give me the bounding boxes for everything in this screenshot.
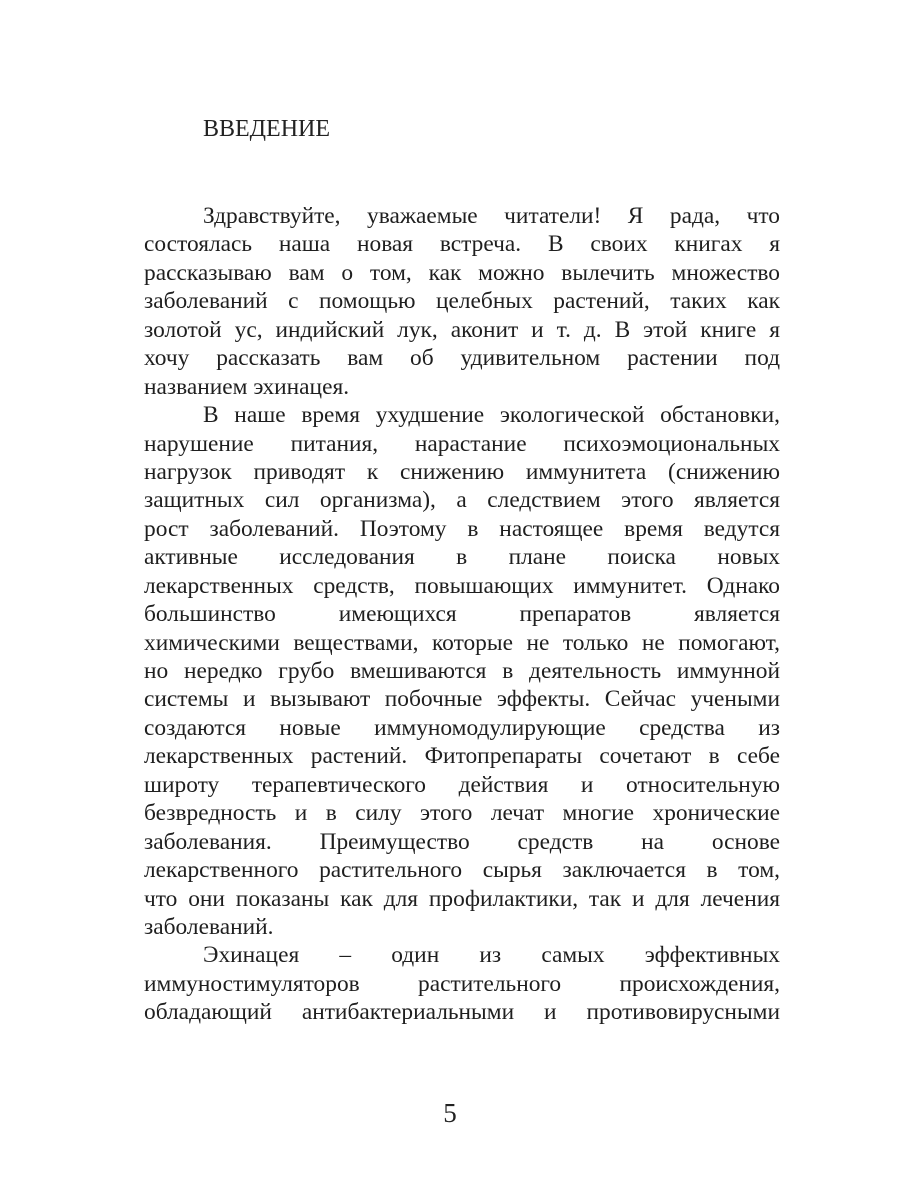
- text-line: заболеваний с помощью целебных растений, таких как: [144, 288, 780, 315]
- text-line: активные исследования в плане поиска новых: [144, 544, 780, 571]
- text-line: широту терапевтического действия и относительную: [144, 771, 780, 798]
- text-line: рассказываю вам о том, как можно вылечить множество: [144, 259, 780, 286]
- text-line: нарушение питания, нарастание психоэмоциональных: [144, 430, 780, 457]
- text-line: Здравствуйте, уважаемые читатели! Я рада, что: [203, 203, 780, 229]
- text-line: хочу рассказать вам об удивительном растении под: [144, 345, 780, 372]
- text-line: что они показаны как для профилактики, так и для лечения: [144, 885, 780, 912]
- text-line: безвредность и в силу этого лечат многие хронические: [144, 800, 780, 827]
- page-number: 5: [443, 1098, 457, 1128]
- text-line: лекарственных средств, повышающих иммунитет. Однако: [144, 572, 780, 599]
- text-line: химическими веществами, которые не только не помогают,: [144, 629, 780, 656]
- text-line: системы и вызывают побочные эффекты. Сейчас учеными: [144, 686, 780, 713]
- text-line: большинство имеющихся препаратов является: [144, 601, 780, 628]
- text-line: обладающий антибактериальными и противовирусными: [144, 999, 780, 1026]
- text-line: Эхинацея – один из самых эффективных: [203, 942, 780, 969]
- text-line: иммуностимуляторов растительного происхождения,: [144, 970, 780, 997]
- text-line: золотой ус, индийский лук, аконит и т. д. В этой книге я: [144, 316, 780, 343]
- text-line: нагрузок приводят к снижению иммунитета (снижению: [144, 458, 780, 485]
- text-line: рост заболеваний. Поэтому в настоящее время ведутся: [144, 515, 780, 542]
- text-line: заболевания. Преимущество средств на основе: [144, 828, 780, 855]
- text-line: лекарственного растительного сырья заключается в том,: [144, 857, 780, 884]
- text-line: названием эхинацея.: [144, 373, 350, 400]
- text-line: заболеваний.: [144, 913, 274, 940]
- body-text: [144, 202, 780, 1027]
- chapter-heading: ВВЕДЕНИЕ: [203, 116, 331, 142]
- text-line: лекарственных растений. Фитопрепараты сочетают в себе: [144, 743, 780, 770]
- text-line: состоялась наша новая встреча. В своих книгах я: [144, 231, 780, 258]
- text-line: но нередко грубо вмешиваются в деятельность иммунной: [144, 658, 780, 684]
- text-line: В наше время ухудшение экологической обстановки,: [203, 402, 780, 429]
- text-line: создаются новые иммуномодулирующие средства из: [144, 714, 780, 741]
- text-line: защитных сил организма), а следствием этого является: [144, 487, 780, 514]
